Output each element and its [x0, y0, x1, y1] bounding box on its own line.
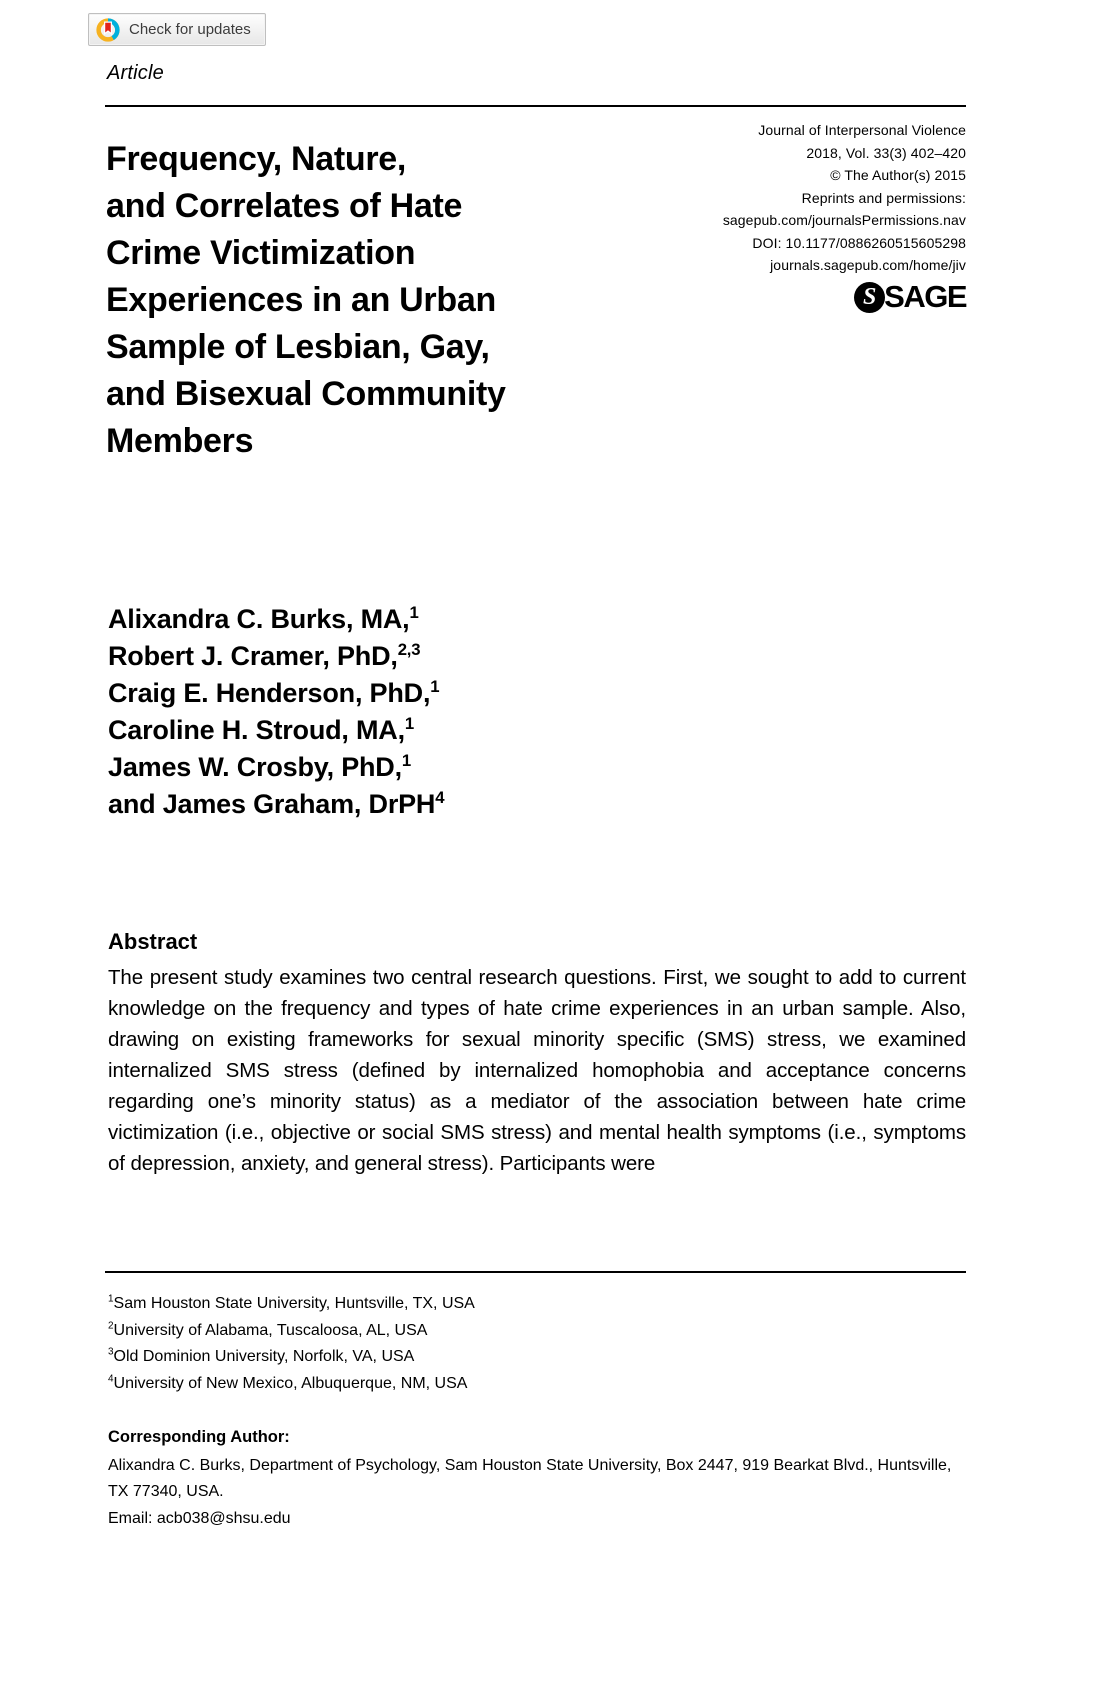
- author-list: [108, 601, 444, 823]
- affiliation: $^3$Old Dominion University, Norfolk, VA, USA: [108, 1346, 415, 1365]
- check-for-updates-label: Check for updates: [129, 21, 251, 38]
- sage-logo: [854, 279, 966, 315]
- paper-title: [106, 136, 686, 465]
- author-name: and James Graham, DrPH$^4$: [108, 788, 445, 819]
- affiliation-marker: 2,3: [397, 640, 421, 659]
- affiliation-marker: 4: [435, 788, 445, 807]
- affiliation-marker: 1: [409, 603, 419, 622]
- affiliation-marker: 1: [404, 714, 415, 733]
- check-for-updates-button[interactable]: [88, 13, 266, 46]
- corresponding-author-address: Alixandra C. Burks, Department of Psychology, Sam Houston State University, Box 2447, 919 Bearkat Blvd., Huntsville, TX 77340, USA.: [108, 1456, 952, 1500]
- title-line: Sample of Lesbian, Gay,: [106, 328, 490, 366]
- affiliation-marker: 1: [430, 677, 440, 696]
- reprints-label: Reprints and permissions:: [801, 189, 966, 206]
- corresponding-author-heading: Corresponding Author:: [108, 1428, 290, 1446]
- title-line: Experiences in an Urban: [106, 281, 496, 319]
- footnote-divider: [105, 1271, 966, 1273]
- affiliation: $^4$University of New Mexico, Albuquerque, NM, USA: [108, 1373, 468, 1392]
- title-line: Members: [106, 422, 254, 460]
- article-type-label: Article: [107, 62, 164, 84]
- sage-logo-icon: S: [854, 282, 885, 313]
- title-line: Frequency, Nature,: [106, 140, 407, 178]
- affiliation: $^1$Sam Houston State University, Huntsville, TX, USA: [108, 1293, 475, 1312]
- corresponding-author-block: [108, 1424, 970, 1532]
- affiliation: $^2$University of Alabama, Tuscaloosa, AL, USA: [108, 1320, 428, 1339]
- title-line: and Bisexual Community: [106, 375, 506, 413]
- author-name: Alixandra C. Burks, MA,$^1$: [108, 603, 419, 634]
- author-name: Robert J. Cramer, PhD,$^{2,3}$: [108, 640, 421, 671]
- affiliation-list: [108, 1291, 475, 1397]
- doi-link[interactable]: DOI: 10.1177/0886260515605298: [752, 234, 966, 251]
- title-line: Crime Victimization: [106, 234, 416, 272]
- crossmark-icon: [96, 18, 120, 42]
- author-name: Craig E. Henderson, PhD,$^1$: [108, 677, 440, 708]
- abstract-text: The present study examines two central research questions. First, we sought to add to current knowledge on the frequency and types of hate crime experiences in an urban sample. Also, drawing on existing frameworks for sexual minority specific (SMS) stress, we examined internalized SMS stress (defined by internalized homophobia and acceptance concerns regarding one’s minority status) as a mediator of the association between hate crime victimization (i.e., objective or social SMS stress) and mental health symptoms (i.e., symptoms of depression, anxiety, and general stress). Participants were: [108, 966, 966, 1175]
- sage-logo-wordmark: SAGE: [884, 279, 966, 314]
- permissions-url-link[interactable]: sagepub.com/journalsPermissions.nav: [722, 212, 966, 228]
- affiliation-marker: 1: [401, 751, 412, 770]
- volume-issue-pages: 2018, Vol. 33(3) 402–420: [806, 144, 966, 161]
- journal-name: Journal of Interpersonal Violence: [758, 122, 966, 138]
- email-link[interactable]: Email: acb038@shsu.edu: [108, 1509, 291, 1527]
- header-divider: [105, 105, 966, 107]
- abstract-heading: Abstract: [108, 929, 198, 954]
- title-line: and Correlates of Hate: [106, 187, 463, 225]
- author-name: Caroline H. Stroud, MA,$^1$: [108, 714, 415, 745]
- journal-home-url-link[interactable]: journals.sagepub.com/home/jiv: [770, 257, 966, 273]
- copyright-line: © The Author(s) 2015: [830, 167, 966, 183]
- author-name: James W. Crosby, PhD,$^1$: [108, 751, 412, 782]
